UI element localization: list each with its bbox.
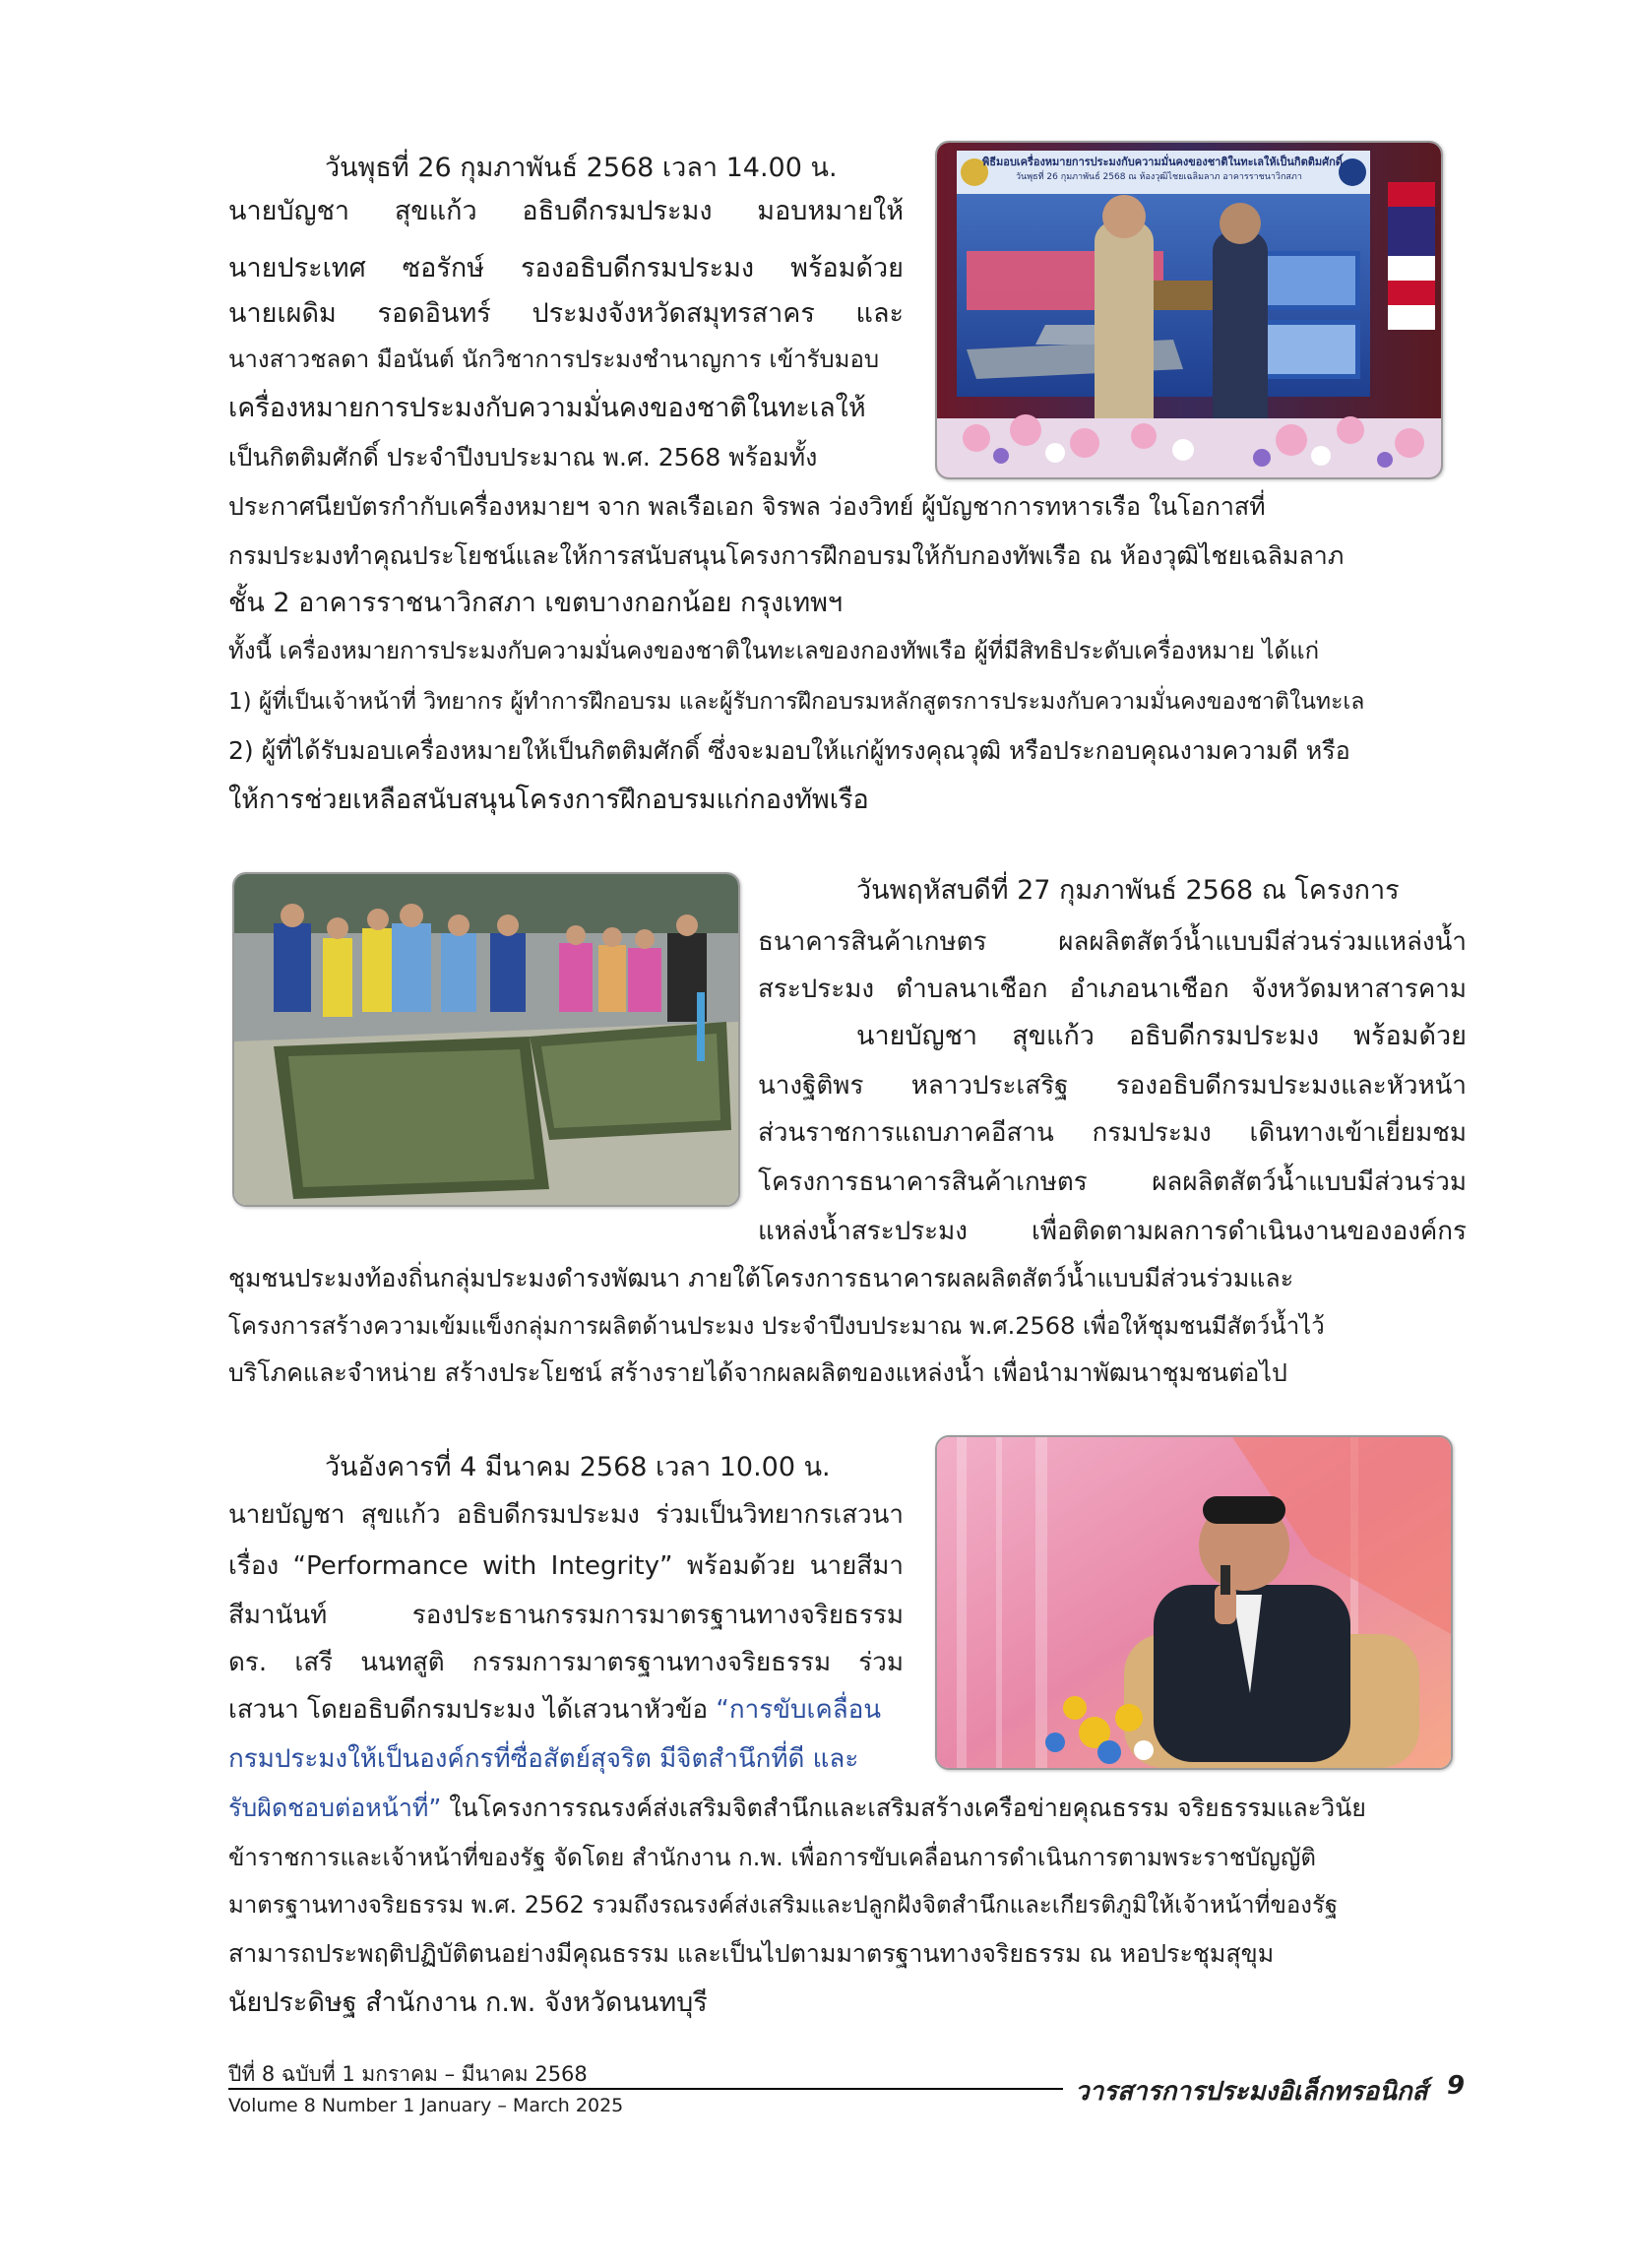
s3-line-3: เรื่อง “Performance with Integrity” พร้อมด้วย นายสีมา bbox=[228, 1551, 904, 1581]
page-number: 9 bbox=[1447, 2071, 1466, 2101]
s3-line-12: นัยประดิษฐ สำนักงาน ก.พ. จังหวัดนนทบุรี bbox=[228, 1987, 708, 2018]
s2-line-1: วันพฤหัสบดีที่ 27 กุมภาพันธ์ 2568 ณ โครงการ bbox=[856, 875, 1400, 906]
s3-line-8-text: ในโครงการรณรงค์ส่งเสริมจิตสำนึกและเสริมสร้างเครือข่ายคุณธรรม จริยธรรมและวินัย bbox=[449, 1794, 1366, 1822]
seminar-speaker-photo bbox=[935, 1435, 1453, 1770]
topic-quote-end: รับผิดชอบต่อหน้าที่” bbox=[228, 1794, 442, 1822]
s3-line-10: มาตรฐานทางจริยธรรม พ.ศ. 2562 รวมถึงรณรงค์ส่งเสริมและปลูกฝังจิตสำนึกและเกียรติภูมิให้เจ้าหน้าที่ของรัฐ bbox=[228, 1891, 1339, 1919]
s2-line-2: ธนาคารสินค้าเกษตร ผลผลิตสัตว์น้ำแบบมีส่วนร่วมแหล่งน้ำ bbox=[758, 927, 1467, 957]
s1-line-9: กรมประมงทำคุณประโยชน์และให้การสนับสนุนโครงการฝึกอบรมให้กับกองทัพเรือ ณ ห้องวุฒิไชยเฉลิมลาภ bbox=[228, 541, 1345, 570]
s3-line-6-text: เสวนา โดยอธิบดีกรมประมง ได้เสวนาหัวข้อ bbox=[228, 1695, 709, 1725]
s3-line-2: นายบัญชา สุขแก้ว อธิบดีกรมประมง ร่วมเป็นวิทยากรเสวนา bbox=[228, 1500, 904, 1530]
fish-pond-visit-photo bbox=[232, 872, 740, 1207]
s1-line-2: นายบัญชา สุขแก้ว อธิบดีกรมประมง มอบหมายให้ bbox=[228, 196, 904, 226]
s1-line-13: 2) ผู้ที่ได้รับมอบเครื่องหมายให้เป็นกิตติมศักดิ์ ซึ่งจะมอบให้แก่ผู้ทรงคุณวุฒิ หรือประกอบคุณงามความดี หรือ bbox=[228, 736, 1350, 765]
s1-line-10: ชั้น 2 อาคารราชนาวิกสภา เขตบางกอกน้อย กรุงเทพฯ bbox=[228, 588, 844, 618]
s2-line-6: ส่วนราชการแถบภาคอีสาน กรมประมง เดินทางเข้าเยี่ยมชม bbox=[758, 1118, 1467, 1148]
s1-line-14: ให้การช่วยเหลือสนับสนุนโครงการฝึกอบรมแก่กองทัพเรือ bbox=[228, 785, 869, 815]
s1-line-5: นางสาวชลดา มือนันต์ นักวิชาการประมงชำนาญการ เข้ารับมอบ bbox=[228, 346, 880, 373]
s2-line-3: สระประมง ตำบลนาเชือก อำเภอนาเชือก จังหวัดมหาสารคาม bbox=[758, 975, 1467, 1004]
s2-line-11: บริโภคและจำหน่าย สร้างประโยชน์ สร้างรายได้จากผลผลิตของแหล่งน้ำ เพื่อนำมาพัฒนาชุมชนต่อไป bbox=[228, 1358, 1287, 1387]
s1-line-6: เครื่องหมายการประมงกับความมั่นคงของชาติในทะเลให้ bbox=[228, 393, 866, 423]
s3-line-6 bbox=[228, 1689, 881, 1731]
footer-journal-title: วารสารการประมงอิเล็กทรอนิกส์ bbox=[1075, 2077, 1428, 2107]
s1-line-4: นายเผดิม รอดอินทร์ ประมงจังหวัดสมุทรสาคร และ bbox=[228, 298, 904, 329]
s2-line-9: ชุมชนประมงท้องถิ่นกลุ่มประมงดำรงพัฒนา ภายใต้โครงการธนาคารผลผลิตสัตว์น้ำแบบมีส่วนร่วมและ bbox=[228, 1264, 1294, 1292]
s3-line-1: วันอังคารที่ 4 มีนาคม 2568 เวลา 10.00 น. bbox=[325, 1452, 831, 1482]
photo-banner-title: พิธีมอบเครื่องหมายการประมงกับความมั่นคงของชาติในทะเลให้เป็นกิตติมศักดิ์ bbox=[982, 156, 1343, 168]
footer-issue-english: Volume 8 Number 1 January – March 2025 bbox=[228, 2095, 624, 2116]
s1-line-11: ทั้งนี้ เครื่องหมายการประมงกับความมั่นคงของชาติในทะเลของกองทัพเรือ ผู้ที่มีสิทธิประดับเครื่องหมาย ได้แก่ bbox=[228, 637, 1320, 664]
s3-line-9: ข้าราชการและเจ้าหน้าที่ของรัฐ จัดโดย สำนักงาน ก.พ. เพื่อการขับเคลื่อนการดำเนินการตามพระราชบัญญัติ bbox=[228, 1844, 1316, 1871]
s1-line-1: วันพุธที่ 26 กุมภาพันธ์ 2568 เวลา 14.00 น. bbox=[325, 153, 838, 183]
footer-issue-thai: ปีที่ 8 ฉบับที่ 1 มกราคม – มีนาคม 2568 bbox=[228, 2062, 588, 2086]
topic-quote-start: “การขับเคลื่อน bbox=[716, 1695, 882, 1725]
footer-rule bbox=[228, 2088, 1063, 2090]
s2-line-4: นายบัญชา สุขแก้ว อธิบดีกรมประมง พร้อมด้วย bbox=[856, 1021, 1467, 1051]
s3-line-8 bbox=[228, 1788, 1366, 1829]
s3-line-7: กรมประมงให้เป็นองค์กรที่ซื่อสัตย์สุจริต มีจิตสำนึกที่ดี และ bbox=[228, 1744, 859, 1774]
s2-line-8: แหล่งน้ำสระประมง เพื่อติดตามผลการดำเนินงานขององค์กร bbox=[758, 1217, 1467, 1246]
s2-line-5: นางฐิติพร หลาวประเสริฐ รองอธิบดีกรมประมงและหัวหน้า bbox=[758, 1071, 1467, 1101]
s1-line-8: ประกาศนียบัตรกำกับเครื่องหมายฯ จาก พลเรือเอก จิรพล ว่องวิทย์ ผู้บัญชาการทหารเรือ ในโอกาสที่ bbox=[228, 492, 1266, 521]
s1-line-7: เป็นกิตติมศักดิ์ ประจำปีงบประมาณ พ.ศ. 2568 พร้อมทั้ง bbox=[228, 443, 818, 472]
s1-line-3: นายประเทศ ซอรักษ์ รองอธิบดีกรมประมง พร้อมด้วย bbox=[228, 253, 904, 284]
award-ceremony-photo bbox=[935, 141, 1443, 479]
s3-line-4: สีมานันท์ รองประธานกรรมการมาตรฐานทางจริยธรรม bbox=[228, 1601, 904, 1630]
s1-line-12: 1) ผู้ที่เป็นเจ้าหน้าที่ วิทยากร ผู้ทำการฝึกอบรม และผู้รับการฝึกอบรมหลักสูตรการประมงกับความมั่นคงของชาติในทะเล bbox=[228, 689, 1365, 715]
s2-line-10: โครงการสร้างความเข้มแข็งกลุ่มการผลิตด้านประมง ประจำปีงบประมาณ พ.ศ.2568 เพื่อให้ชุมชนมีสัตว์น้ำไว้ bbox=[228, 1312, 1325, 1340]
s3-line-5: ดร. เสรี นนทสูติ กรรมการมาตรฐานทางจริยธรรม ร่วม bbox=[228, 1648, 904, 1677]
s3-line-11: สามารถประพฤติปฏิบัติตนอย่างมีคุณธรรม และเป็นไปตามมาตรฐานทางจริยธรรม ณ หอประชุมสุขุม bbox=[228, 1939, 1275, 1968]
s2-line-7: โครงการธนาคารสินค้าเกษตร ผลผลิตสัตว์น้ำแบบมีส่วนร่วม bbox=[758, 1167, 1467, 1197]
photo-banner-subtitle: วันพุธที่ 26 กุมภาพันธ์ 2568 ณ ห้องวุฒิไชยเฉลิมลาภ อาคารราชนาวิกสภา bbox=[1016, 172, 1302, 182]
